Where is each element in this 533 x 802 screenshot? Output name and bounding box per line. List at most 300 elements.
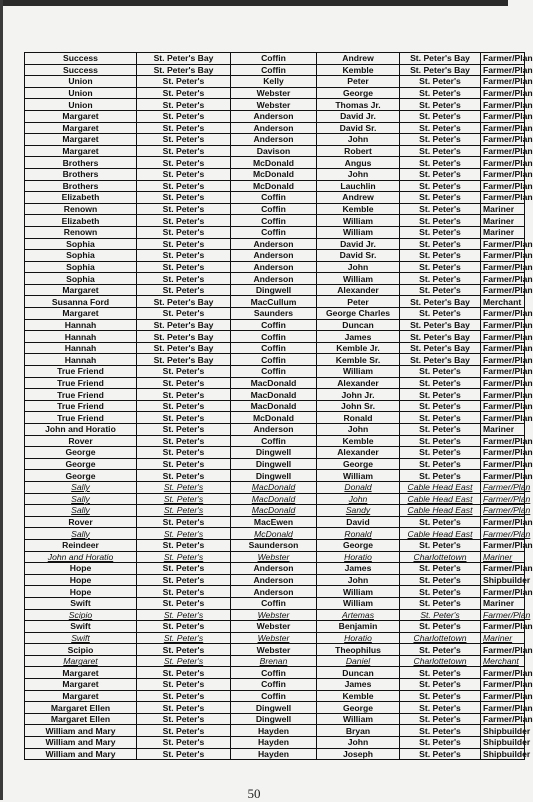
vessel-name-cell: Success xyxy=(25,64,137,76)
surname-cell: MacDonald xyxy=(231,377,317,389)
given-name-cell: William xyxy=(317,215,400,227)
occupation-cell: Farmer/Plan xyxy=(481,389,525,401)
table-row xyxy=(25,168,525,180)
residence-cell: St. Peter's xyxy=(400,644,481,656)
residence-cell: St. Peter's xyxy=(400,168,481,180)
given-name-cell: Sandy xyxy=(317,505,400,517)
residence-cell: Cable Head East xyxy=(400,493,481,505)
given-name-cell: Kemble xyxy=(317,435,400,447)
table-row xyxy=(25,667,525,679)
occupation-cell: Farmer/Plan xyxy=(481,157,525,169)
vessel-name-cell: Elizabeth xyxy=(25,215,137,227)
given-name-cell: Theophilus xyxy=(317,644,400,656)
port-cell: St. Peter's xyxy=(137,702,231,714)
port-cell: St. Peter's xyxy=(137,539,231,551)
occupation-cell: Farmer/Plan xyxy=(481,87,525,99)
surname-cell: Coffin xyxy=(231,53,317,65)
residence-cell: St. Peter's xyxy=(400,713,481,725)
registry-table-body xyxy=(25,53,533,760)
vessel-name-cell: Margaret xyxy=(25,284,137,296)
vessel-name-cell: True Friend xyxy=(25,366,137,378)
vessel-name-cell: John and Horatio xyxy=(25,424,137,436)
occupation-cell: Farmer/Plan xyxy=(481,122,525,134)
residence-cell: St. Peter's xyxy=(400,389,481,401)
residence-cell: St. Peter's xyxy=(400,435,481,447)
occupation-cell: Farmer/Plan xyxy=(481,458,525,470)
residence-cell: St. Peter's Bay xyxy=(400,64,481,76)
vessel-name-cell: William and Mary xyxy=(25,725,137,737)
residence-cell: St. Peter's xyxy=(400,366,481,378)
occupation-cell: Shipbuilder xyxy=(481,737,525,749)
vessel-name-cell: William and Mary xyxy=(25,737,137,749)
surname-cell: Coffin xyxy=(231,203,317,215)
table-row xyxy=(25,134,525,146)
occupation-cell: Farmer/Plan xyxy=(481,377,525,389)
occupation-cell: Farmer/Plan xyxy=(481,516,525,528)
given-name-cell: Angus xyxy=(317,157,400,169)
vessel-name-cell: William and Mary xyxy=(25,748,137,760)
occupation-cell: Merchant xyxy=(481,296,525,308)
port-cell: St. Peter's xyxy=(137,377,231,389)
surname-cell: Anderson xyxy=(231,574,317,586)
surname-cell: Coffin xyxy=(231,679,317,691)
occupation-cell: Farmer/Plan xyxy=(481,76,525,88)
given-name-cell: Kemble xyxy=(317,64,400,76)
table-row xyxy=(25,261,525,273)
residence-cell: St. Peter's xyxy=(400,447,481,459)
vessel-name-cell: Elizabeth xyxy=(25,192,137,204)
occupation-cell: Farmer/Plan xyxy=(481,250,525,262)
given-name-cell: John xyxy=(317,134,400,146)
given-name-cell: James xyxy=(317,679,400,691)
surname-cell: Dingwell xyxy=(231,713,317,725)
surname-cell: Anderson xyxy=(231,122,317,134)
residence-cell: St. Peter's xyxy=(400,737,481,749)
given-name-cell: Ronald xyxy=(317,528,400,540)
surname-cell: Coffin xyxy=(231,342,317,354)
occupation-cell: Mariner xyxy=(481,424,525,436)
given-name-cell: Benjamin xyxy=(317,621,400,633)
vessel-name-cell: Margaret xyxy=(25,690,137,702)
given-name-cell: William xyxy=(317,597,400,609)
occupation-cell: Farmer/Plan xyxy=(481,354,525,366)
residence-cell: St. Peter's xyxy=(400,284,481,296)
given-name-cell: John xyxy=(317,574,400,586)
residence-cell: St. Peter's xyxy=(400,563,481,575)
port-cell: St. Peter's xyxy=(137,180,231,192)
residence-cell: St. Peter's xyxy=(400,621,481,633)
surname-cell: MacEwen xyxy=(231,516,317,528)
occupation-cell: Farmer/Plan xyxy=(481,342,525,354)
given-name-cell: Artemas xyxy=(317,609,400,621)
port-cell: St. Peter's xyxy=(137,574,231,586)
residence-cell: St. Peter's xyxy=(400,87,481,99)
table-row xyxy=(25,690,525,702)
table-row xyxy=(25,655,525,667)
port-cell: St. Peter's xyxy=(137,597,231,609)
vessel-name-cell: George xyxy=(25,447,137,459)
occupation-cell: Farmer/Plan xyxy=(481,563,525,575)
surname-cell: MacDonald xyxy=(231,481,317,493)
given-name-cell: Peter xyxy=(317,76,400,88)
given-name-cell: William xyxy=(317,713,400,725)
given-name-cell: David xyxy=(317,516,400,528)
occupation-cell: Mariner xyxy=(481,215,525,227)
vessel-name-cell: Swift xyxy=(25,597,137,609)
given-name-cell: Duncan xyxy=(317,667,400,679)
vessel-name-cell: Union xyxy=(25,87,137,99)
residence-cell: St. Peter's Bay xyxy=(400,354,481,366)
residence-cell: St. Peter's xyxy=(400,180,481,192)
given-name-cell: James xyxy=(317,563,400,575)
residence-cell: St. Peter's xyxy=(400,679,481,691)
port-cell: St. Peter's xyxy=(137,621,231,633)
port-cell: St. Peter's xyxy=(137,632,231,644)
port-cell: St. Peter's xyxy=(137,748,231,760)
occupation-cell: Farmer/Plan xyxy=(481,702,525,714)
given-name-cell: David Sr. xyxy=(317,250,400,262)
residence-cell: St. Peter's xyxy=(400,539,481,551)
vessel-name-cell: Sally xyxy=(25,481,137,493)
given-name-cell: Kemble xyxy=(317,203,400,215)
port-cell: St. Peter's xyxy=(137,226,231,238)
table-row xyxy=(25,493,525,505)
occupation-cell: Farmer/Plan xyxy=(481,400,525,412)
port-cell: St. Peter's xyxy=(137,458,231,470)
given-name-cell: Andrew xyxy=(317,192,400,204)
occupation-cell: Mariner xyxy=(481,551,525,563)
residence-cell: Cable Head East xyxy=(400,505,481,517)
vessel-name-cell: Hannah xyxy=(25,342,137,354)
port-cell: St. Peter's xyxy=(137,563,231,575)
vessel-name-cell: Renown xyxy=(25,203,137,215)
surname-cell: Anderson xyxy=(231,110,317,122)
occupation-cell: Farmer/Plan xyxy=(481,505,525,517)
table-row xyxy=(25,528,525,540)
port-cell: St. Peter's xyxy=(137,157,231,169)
table-row xyxy=(25,377,525,389)
surname-cell: Webster xyxy=(231,621,317,633)
table-row xyxy=(25,238,525,250)
occupation-cell: Farmer/Plan xyxy=(481,679,525,691)
vessel-name-cell: Union xyxy=(25,76,137,88)
port-cell: St. Peter's xyxy=(137,261,231,273)
port-cell: St. Peter's xyxy=(137,168,231,180)
vessel-name-cell: Swift xyxy=(25,621,137,633)
occupation-cell: Farmer/Plan xyxy=(481,644,525,656)
table-row xyxy=(25,319,525,331)
occupation-cell: Farmer/Plan xyxy=(481,180,525,192)
vessel-name-cell: True Friend xyxy=(25,377,137,389)
given-name-cell: George xyxy=(317,702,400,714)
surname-cell: Anderson xyxy=(231,134,317,146)
table-row xyxy=(25,505,525,517)
table-row xyxy=(25,53,525,65)
residence-cell: St. Peter's Bay xyxy=(400,342,481,354)
vessel-name-cell: Margaret xyxy=(25,110,137,122)
vessel-name-cell: Hannah xyxy=(25,319,137,331)
occupation-cell: Mariner xyxy=(481,226,525,238)
given-name-cell: John Jr. xyxy=(317,389,400,401)
occupation-cell: Farmer/Plan xyxy=(481,168,525,180)
vessel-name-cell: Margaret Ellen xyxy=(25,713,137,725)
occupation-cell: Farmer/Plan xyxy=(481,713,525,725)
table-row xyxy=(25,400,525,412)
vessel-name-cell: Hannah xyxy=(25,354,137,366)
residence-cell: St. Peter's xyxy=(400,377,481,389)
given-name-cell: Alexander xyxy=(317,377,400,389)
table-row xyxy=(25,192,525,204)
surname-cell: Webster xyxy=(231,551,317,563)
residence-cell: Cable Head East xyxy=(400,481,481,493)
vessel-name-cell: Swift xyxy=(25,632,137,644)
vessel-name-cell: Margaret xyxy=(25,667,137,679)
occupation-cell: Farmer/Plan xyxy=(481,609,525,621)
vessel-name-cell: Sally xyxy=(25,505,137,517)
occupation-cell: Farmer/Plan xyxy=(481,690,525,702)
vessel-name-cell: Scipio xyxy=(25,609,137,621)
given-name-cell: Duncan xyxy=(317,319,400,331)
port-cell: St. Peter's xyxy=(137,412,231,424)
occupation-cell: Farmer/Plan xyxy=(481,447,525,459)
surname-cell: Coffin xyxy=(231,215,317,227)
vessel-name-cell: True Friend xyxy=(25,400,137,412)
surname-cell: Coffin xyxy=(231,64,317,76)
port-cell: St. Peter's xyxy=(137,609,231,621)
occupation-cell: Farmer/Plan xyxy=(481,435,525,447)
vessel-name-cell: John and Horatio xyxy=(25,551,137,563)
given-name-cell: James xyxy=(317,331,400,343)
port-cell: St. Peter's Bay xyxy=(137,331,231,343)
port-cell: St. Peter's xyxy=(137,516,231,528)
given-name-cell: Horatio xyxy=(317,551,400,563)
port-cell: St. Peter's xyxy=(137,447,231,459)
surname-cell: Anderson xyxy=(231,424,317,436)
vessel-name-cell: George xyxy=(25,458,137,470)
given-name-cell: John xyxy=(317,737,400,749)
port-cell: St. Peter's Bay xyxy=(137,64,231,76)
table-row xyxy=(25,574,525,586)
occupation-cell: Mariner xyxy=(481,597,525,609)
port-cell: St. Peter's xyxy=(137,122,231,134)
surname-cell: Anderson xyxy=(231,586,317,598)
surname-cell: McDonald xyxy=(231,180,317,192)
residence-cell: St. Peter's xyxy=(400,574,481,586)
occupation-cell: Shipbuilder xyxy=(481,748,525,760)
surname-cell: McDonald xyxy=(231,528,317,540)
given-name-cell: David Jr. xyxy=(317,238,400,250)
table-row xyxy=(25,110,525,122)
surname-cell: Coffin xyxy=(231,690,317,702)
port-cell: St. Peter's xyxy=(137,238,231,250)
surname-cell: McDonald xyxy=(231,157,317,169)
surname-cell: Coffin xyxy=(231,319,317,331)
surname-cell: MacDonald xyxy=(231,389,317,401)
table-row xyxy=(25,331,525,343)
surname-cell: Webster xyxy=(231,644,317,656)
port-cell: St. Peter's xyxy=(137,145,231,157)
port-cell: St. Peter's xyxy=(137,737,231,749)
surname-cell: Dingwell xyxy=(231,447,317,459)
residence-cell: St. Peter's xyxy=(400,273,481,285)
port-cell: St. Peter's xyxy=(137,586,231,598)
residence-cell: St. Peter's xyxy=(400,308,481,320)
surname-cell: Webster xyxy=(231,632,317,644)
residence-cell: St. Peter's xyxy=(400,400,481,412)
table-row xyxy=(25,87,525,99)
occupation-cell: Merchant xyxy=(481,655,525,667)
table-row xyxy=(25,284,525,296)
vessel-name-cell: Sophia xyxy=(25,238,137,250)
table-row xyxy=(25,308,525,320)
residence-cell: St. Peter's Bay xyxy=(400,53,481,65)
occupation-cell: Farmer/Plan xyxy=(481,273,525,285)
table-row xyxy=(25,725,525,737)
table-row xyxy=(25,64,525,76)
vessel-name-cell: Rover xyxy=(25,516,137,528)
surname-cell: Coffin xyxy=(231,597,317,609)
table-row xyxy=(25,586,525,598)
table-row xyxy=(25,157,525,169)
given-name-cell: Horatio xyxy=(317,632,400,644)
occupation-cell: Farmer/Plan xyxy=(481,366,525,378)
vessel-name-cell: Margaret xyxy=(25,122,137,134)
table-row xyxy=(25,215,525,227)
given-name-cell: John xyxy=(317,493,400,505)
residence-cell: St. Peter's xyxy=(400,215,481,227)
vessel-name-cell: Sophia xyxy=(25,250,137,262)
vessel-name-cell: Reindeer xyxy=(25,539,137,551)
occupation-cell: Farmer/Plan xyxy=(481,261,525,273)
given-name-cell: George xyxy=(317,458,400,470)
occupation-cell: Mariner xyxy=(481,632,525,644)
vessel-name-cell: Hope xyxy=(25,586,137,598)
given-name-cell: Andrew xyxy=(317,53,400,65)
vessel-name-cell: Brothers xyxy=(25,180,137,192)
residence-cell: St. Peter's xyxy=(400,110,481,122)
given-name-cell: Bryan xyxy=(317,725,400,737)
table-row xyxy=(25,145,525,157)
surname-cell: Coffin xyxy=(231,366,317,378)
residence-cell: St. Peter's xyxy=(400,609,481,621)
surname-cell: Hayden xyxy=(231,725,317,737)
surname-cell: McDonald xyxy=(231,168,317,180)
residence-cell: St. Peter's xyxy=(400,702,481,714)
residence-cell: St. Peter's xyxy=(400,725,481,737)
residence-cell: St. Peter's Bay xyxy=(400,296,481,308)
port-cell: St. Peter's xyxy=(137,76,231,88)
vessel-name-cell: True Friend xyxy=(25,412,137,424)
surname-cell: Davison xyxy=(231,145,317,157)
port-cell: St. Peter's xyxy=(137,99,231,111)
port-cell: St. Peter's xyxy=(137,192,231,204)
table-row xyxy=(25,597,525,609)
occupation-cell: Mariner xyxy=(481,203,525,215)
surname-cell: Coffin xyxy=(231,192,317,204)
vessel-name-cell: True Friend xyxy=(25,389,137,401)
occupation-cell: Farmer/Plan xyxy=(481,621,525,633)
surname-cell: Anderson xyxy=(231,250,317,262)
given-name-cell: John xyxy=(317,424,400,436)
vessel-name-cell: Hope xyxy=(25,563,137,575)
residence-cell: St. Peter's xyxy=(400,145,481,157)
occupation-cell: Farmer/Plan xyxy=(481,145,525,157)
given-name-cell: Kemble Jr. xyxy=(317,342,400,354)
table-row xyxy=(25,354,525,366)
table-row xyxy=(25,366,525,378)
occupation-cell: Farmer/Plan xyxy=(481,586,525,598)
table-row xyxy=(25,563,525,575)
port-cell: St. Peter's xyxy=(137,366,231,378)
vessel-name-cell: Brothers xyxy=(25,168,137,180)
surname-cell: MacCullum xyxy=(231,296,317,308)
table-row xyxy=(25,99,525,111)
residence-cell: St. Peter's xyxy=(400,667,481,679)
vessel-name-cell: Sally xyxy=(25,528,137,540)
surname-cell: Coffin xyxy=(231,435,317,447)
residence-cell: St. Peter's xyxy=(400,122,481,134)
port-cell: St. Peter's xyxy=(137,725,231,737)
residence-cell: St. Peter's xyxy=(400,597,481,609)
residence-cell: Charlottetown xyxy=(400,551,481,563)
port-cell: St. Peter's xyxy=(137,713,231,725)
residence-cell: St. Peter's xyxy=(400,99,481,111)
given-name-cell: John Sr. xyxy=(317,400,400,412)
residence-cell: St. Peter's xyxy=(400,134,481,146)
residence-cell: St. Peter's xyxy=(400,192,481,204)
given-name-cell: Alexander xyxy=(317,447,400,459)
table-row xyxy=(25,250,525,262)
port-cell: St. Peter's xyxy=(137,644,231,656)
port-cell: St. Peter's xyxy=(137,250,231,262)
residence-cell: St. Peter's xyxy=(400,250,481,262)
registry-table xyxy=(24,52,533,760)
residence-cell: St. Peter's xyxy=(400,226,481,238)
vessel-name-cell: Margaret xyxy=(25,308,137,320)
surname-cell: Coffin xyxy=(231,226,317,238)
given-name-cell: George xyxy=(317,87,400,99)
surname-cell: Hayden xyxy=(231,737,317,749)
port-cell: St. Peter's xyxy=(137,284,231,296)
occupation-cell: Shipbuilder xyxy=(481,725,525,737)
table-row xyxy=(25,632,525,644)
vessel-name-cell: Sally xyxy=(25,493,137,505)
surname-cell: Dingwell xyxy=(231,458,317,470)
occupation-cell: Farmer/Plan xyxy=(481,470,525,482)
occupation-cell: Farmer/Plan xyxy=(481,134,525,146)
given-name-cell: Lauchlin xyxy=(317,180,400,192)
table-row xyxy=(25,226,525,238)
table-row xyxy=(25,679,525,691)
residence-cell: Charlottetown xyxy=(400,632,481,644)
port-cell: St. Peter's xyxy=(137,400,231,412)
table-row xyxy=(25,470,525,482)
given-name-cell: William xyxy=(317,273,400,285)
given-name-cell: William xyxy=(317,226,400,238)
surname-cell: Brenan xyxy=(231,655,317,667)
given-name-cell: Joseph xyxy=(317,748,400,760)
occupation-cell: Farmer/Plan xyxy=(481,64,525,76)
port-cell: St. Peter's xyxy=(137,690,231,702)
residence-cell: St. Peter's xyxy=(400,748,481,760)
residence-cell: St. Peter's xyxy=(400,76,481,88)
occupation-cell: Farmer/Plan xyxy=(481,481,525,493)
residence-cell: St. Peter's xyxy=(400,516,481,528)
surname-cell: Dingwell xyxy=(231,470,317,482)
vessel-name-cell: Susanna Ford xyxy=(25,296,137,308)
table-row xyxy=(25,702,525,714)
given-name-cell: George xyxy=(317,539,400,551)
